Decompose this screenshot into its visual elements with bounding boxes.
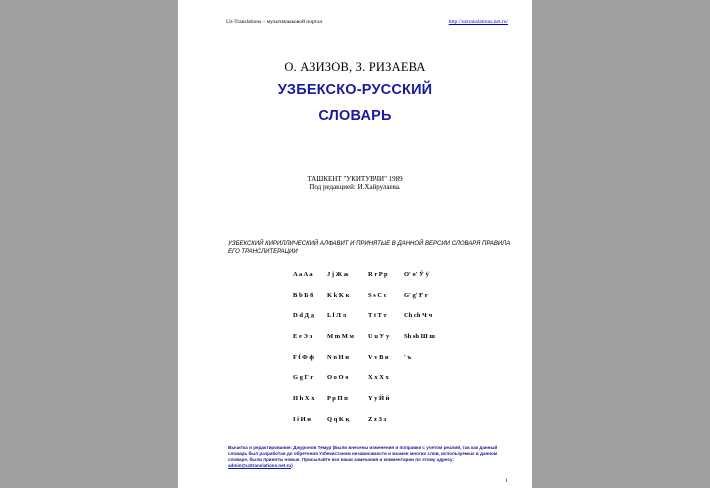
alphabet-cell: Z z З з [368,415,387,423]
alphabet-cell: J j Ж ж [327,271,349,278]
alphabet-cell: T t T т [368,312,387,320]
page-header-site: Uz-Translations – мультиязыковой портал [226,19,323,25]
editor-line: Под редакцией: И.Хайрулаева. [309,183,401,191]
alphabet-row [293,374,444,395]
alphabet-heading: УЗБЕКСКИЙ КИРИЛЛИЧЕСКИЙ АЛФАВИТ И ПРИНЯТЫЕ В ДАННОЙ ВЕРСИИ СЛОВАРЯ ПРАВИЛА ЕГО ТРАНСЛИТЕРАЦИИ [228,241,511,255]
alphabet-cell: P p П п [327,395,348,403]
editor-note-close: ) [291,463,293,468]
alphabet-row [293,416,444,437]
alphabet-cell: ' ъ [404,353,412,361]
alphabet-cell: S s C c [368,291,387,299]
book-title-line2: СЛОВАРЬ [318,108,392,124]
alphabet-cell: I i И и [293,415,312,423]
alphabet-cell: G g Г г [293,374,314,382]
document-page [178,0,532,488]
publisher-line: ТАШКЕНТ "УКИТУВЧИ" 1989 [307,175,403,183]
alphabet-cell: Ch ch Ч ч [404,312,433,320]
alphabet-row [293,271,444,292]
alphabet-row [293,333,444,354]
alphabet-cell: F f Ф ф [293,353,314,361]
alphabet-cell: U u У у [368,333,390,341]
alphabet-cell: A a A а [293,271,313,278]
alphabet-cell: D d Д д [293,312,314,320]
alphabet-cell: Sh sh Ш ш [404,333,435,341]
editor-note [228,445,510,469]
alphabet-cell: Q q K қ [327,415,350,423]
alphabet-cell: O o O о [327,374,349,382]
alphabet-cell: V v В в [368,353,389,361]
book-title-line1: УЗБЕКСКО-РУССКИЙ [277,82,433,98]
editor-note-text: Вычитка и редактирование: Джуронов Темур (Были внесены изменения и поправки с учетом реалий, так как данный словарь был разработан до обретения Узбекистаном независимости и взамен многих слов, используемых в данном словаре, были приняты новые. Присылайте все ваши замечания и комментарии по этому адресу: [228,445,498,462]
contact-email-link[interactable]: admin@uztranslations.net.ru [228,463,292,468]
alphabet-row [293,312,444,333]
authors: О. АЗИЗОВ, З. РИЗАЕВА [284,60,426,74]
alphabet-cell: B b Б б [293,291,314,299]
alphabet-cell: H h X x [293,395,315,403]
alphabet-cell: L l Л л [327,312,347,320]
alphabet-cell: O' o' Ў ў [404,271,429,278]
alphabet-cell: N n Н н [327,353,349,361]
page-number: 1 [505,478,508,484]
alphabet-row [293,395,444,416]
alphabet-cell: K k K к [327,291,350,299]
alphabet-cell: M m M м [327,333,354,341]
alphabet-cell: G' g' Ғ ғ [404,291,428,299]
alphabet-cell: Y y Й й [368,395,390,403]
alphabet-row [293,292,444,313]
alphabet-cell: E e Э э [293,333,313,341]
alphabet-row [293,354,444,375]
alphabet-cell: X x X x [368,374,389,382]
page-header-link[interactable]: http://uztranslations.net.ru/ [448,19,508,25]
alphabet-table [293,271,444,437]
alphabet-cell: R r P p [368,271,388,278]
